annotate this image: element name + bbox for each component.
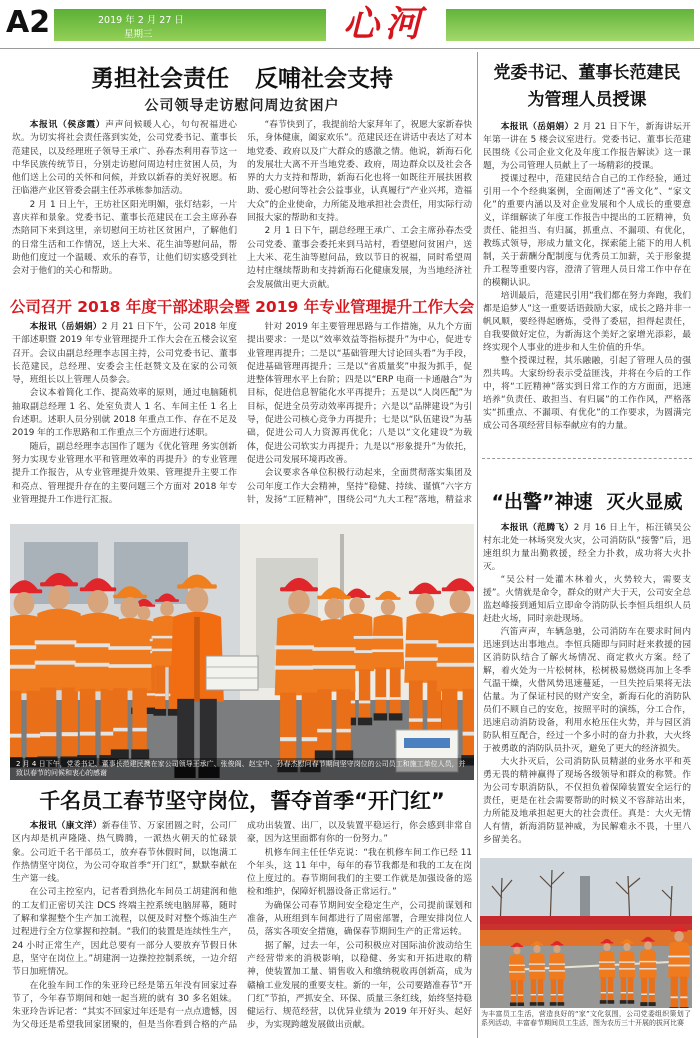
article-social-body (12, 119, 472, 294)
article-lecture-title (482, 60, 692, 114)
article-paragraph: 2 月 1 日上午，王坊社区阳光明媚，张灯结彩，一片喜庆祥和景象。党委书记、董事长范建民在工会主席孙春杰陪同下来到这里，亲切慰问王坊社区贫困户，了解他们的日常生活和工作情况，送上大米、花生油等慰问品，帮助他们度过一个温暖、欢乐的春节，让他们切实感受到社会对于他们的关心和帮助。 (12, 199, 237, 277)
article-paragraph (483, 121, 691, 173)
article-fire-title-part2: 灭火显威 (606, 491, 683, 513)
paragraph-text: 新春佳节、万家团圆之时，公司厂区内却是机声隆隆、热气腾腾，一派热火朝天的忙碌景象。公司近千名干部员工，放弃春节休假时间，以饱满工作热情坚守岗位，为公司夺取首季“开门红”，默默奉献在生产第一线。 (12, 821, 237, 885)
article-fire-title (482, 488, 692, 516)
photo-tug-of-war-image (480, 858, 692, 1008)
byline: 本报讯（康文洋） (29, 821, 102, 831)
article-paragraph (12, 119, 237, 199)
article-paragraph: 为确保公司春节期间安全稳定生产，公司提前谋划和准备，从班组到车间都进行了周密部署，合理安排岗位人员，落实各项安全措施，确保春节期间生产的正常运转。 (247, 900, 472, 938)
article-paragraph: 汽笛声声，车辆急驰，公司消防车在要求时间内迅速到达出事地点。李恒兵随即与同时赶来救援的园区消防队结合了解火场情况、商定救火方案。经了解，着火处为一片松树林，松树极易燃烧再加上冬季气温干燥，火借风势迅速蔓延，一旦失控后果将无法估量。为了保证村民的财产安全，新海石化的消防队员们不顾自己的安危，按照平时的演练，分工合作，迅速启动消防设备，利用水枪压住火势，并与园区消防队相互配合，经过一个多小时的奋力扑救，大火终于被勇敢的消防队员扑灭，避免了更大的经济损失。 (483, 627, 691, 754)
page-number: A2 (6, 5, 51, 40)
article-social-title-part2: 反哺社会支持 (255, 66, 393, 92)
article-fire-title-part1: “出警”神速 (491, 491, 593, 513)
article-paragraph: 会议本着简化工作、提高效率的原则，通过电脑随机抽取副总经理 1 名、处室负责人 1 名、车间主任 1 名上台述职。述职人员分别就 2018 年重点工作、存在不足及 2019 年的工作思路和工作重点三个方面进行述职。 (12, 388, 237, 439)
paragraph-text: 2 月 21 日下午，新海讲坛开年第一讲在 5 楼会议室进行。党委书记、董事长范建民围绕《公司企业文化及年度工作报告解读》这一课题，为公司管理人员献上了一场精彩的授课。 (483, 122, 691, 171)
article-paragraph: 据了解，过去一年，公司积极应对国际油价波动给生产经营带来的消极影响，以稳健、务实和开拓进取的精神，使装置加工量、销售收入和缴纳税收再创新高，成为赣榆工业发展的重要支柱。新的一年，公司要踏准春节“开门红”节拍，严抓安全、环保、质量三条红线，始终坚持稳健运行、规范经营，以优异业绩为 2019 年开好头、起好步，为实现跨越发展做出贡献。 (247, 940, 472, 1031)
article-paragraph: “吴公村一处灌木林着火，火势较大，需要支援”。火情就是命令，群众的财产大于天，公司安全总监赵峰接到通知后立即命令消防队长李恒兵组织人员赶赴火场，同时亲赴现场。 (483, 575, 691, 624)
article-paragraph: 培训最后，范建民引用“我们都在努力奔跑，我们都是追梦人”这一重要话语鼓励大家，成长之路并非一帆风顺，要经得起磨炼，受得了委屈，担得起责任，自我要做好定位，为新海这个美好之家增光添彩，最终实现个人事业的进步和人生价值的升华。 (483, 291, 691, 353)
column-divider (477, 52, 478, 1038)
photo-visit-workers-image (10, 524, 474, 780)
paragraph-text: 声声问候暖人心，句句祝福进心坎。为切实将社会责任落到实处，公司党委书记、董事长范建民，以及经理班子领导王承广、孙春杰利用春节这一中华民族传统节日，分别走访慰问周边村庄贫困人员，为他们送上公司的关怀和问候，并致以新春的美好祝愿。柘汪临港产业区管委会副主任苏承栋参加活动。 (12, 120, 237, 197)
article-paragraph: 大火扑灭后，公司消防队员精湛的业务水平和英勇无畏的精神赢得了现场各级领导和群众的称赞。作为公司专职消防队，不仅担负着保障装置安全运行的责任，更是在社会需要帮助的时候义不容辞站出来，力所能及地承担起更大的社会责任。真是：大火无情人有情，新海消防显神威，为民解难永不畏，十里八乡留美名。 (483, 757, 691, 845)
article-lecture-body (483, 121, 691, 448)
article-paragraph: “春节快到了，我提前给大家拜年了，祝愿大家新春快乐，身体健康，阖家欢乐”。范建民还在讲话中表达了对本地党委、政府以及广大群众的感激之情。他说，新海石化的发展壮大离不开当地党委、政府，周边群众以及社会各界的大力支持和帮助，新海石化也将一如既往开展扶困救助、爱心慰问等社会公益事业，认真履行“产业兴邦，造福大众”的企业使命，力所能及地承担社会责任，用实际行动回报大家的帮助和支持。 (247, 120, 472, 224)
article-paragraph: 会议要求各单位积极行动起来，全面贯彻落实集团及公司年度工作大会精神，坚持“稳健、持续、谨慎”六字方针，发扬“工匠精神”，围绕公司“九大工程”落地，精益求 (247, 468, 472, 505)
issue-date: 2019 年 2 月 27 日 (98, 15, 184, 26)
article-paragraph: 在化验车间工作的朱亚玲已经是第五年没有回家过春节了，今年春节期间和她一起当班的就有 30 多名姐妹。朱亚玲告诉记者：“其实不回家过年还是有一点点遗憾，因为父母还是希望我回家团聚的，但是当你看到合格的产品成功出装置、出厂，以及装置平稳运行，你会感到非常自豪，因为这里面都有你的一份努力。” (12, 821, 472, 1031)
article-paragraph (12, 820, 237, 886)
photo-tug-of-war-caption: 为丰富员工生活，营造良好的“家”文化氛围，公司党委组织策划了系列活动，丰富春节期间员工生活，图为农历三十开展的拔河比赛 (481, 1010, 691, 1027)
header-band-right (446, 9, 694, 41)
article-paragraph (483, 522, 691, 574)
masthead-logo: 心河 (342, 3, 427, 45)
article-paragraph: 针对 2019 年主要管理思路与工作措施，从九个方面提出要求：一是以“效率效益等指标提升”为中心，促进专业管理再提升；二是以“基础管理大讨论回头看”为手段，促进基础管理再提升；三是以“省质量奖”申报为抓手，促进整体管理水平上台阶；四是以“ERP 电商一卡通融合”为目标，促进信息智能化水平再提升；五是以“人岗匹配”为目标，促进全员劳动效率再提升；六是以“品牌建设”为引导，促进公司核心竞争力再提升；七是以“队伍建设”为基础，促进公司人力资源再优化；八是以“文化建设”为载体，促进公司软实力再提升；九是以“形象提升”为依托，促进公司发展环境再改善。 (247, 322, 472, 465)
photo-visit-caption: 2 月 4 日下午，党委书记、董事长范建民携在家公司领导王承广、张俊阁、赵宝中、孙春杰慰问春节期间坚守岗位的公司员工和施工单位人员，并致以春节的问候和衷心的感谢 (10, 758, 474, 780)
header-band-left (54, 9, 326, 41)
paragraph-text: 2 月 16 日上午，柘汪镇吴公村东北处一林场突发火灾，公司消防队“接警”后，迅速组织力量出勤救援，经全力扑救，成功将大火扑灭。 (483, 523, 691, 572)
article-lecture-title-line1: 党委书记、董事长范建民 (493, 63, 681, 83)
article-social-subtitle: 公司领导走访慰问周边贫困户 (144, 98, 340, 114)
byline: 本报讯（范腾飞） (500, 523, 574, 533)
article-paragraph: 机修车间主任任华克说：“我在机修车间工作已经 11 个年头，这 11 年中，每年的春节我都是和我的工友在岗位上度过的。春节期间我们的主要工作就是加强设备的巡检和维护，保障好机器设备正常运行。” (247, 847, 472, 898)
article-social-title-part1: 勇担社会责任 (91, 66, 229, 92)
photo-tug-of-war (480, 858, 692, 1008)
issue-weekday: 星期三 (124, 29, 153, 40)
article-paragraph: 授课过程中，范建民结合自己的工作经验，通过引用一个个经典案例，全面阐述了“善文化”、“家文化”的重要内涵以及对企业发展和个人成长的重要意义，详细解读了年度工作报告中提出的工匠精神，负责任、能担当、有归属，抓重点、不漏项、有优化，教练式领导，形成力量文化，探索能上能下的用人机制，关于薪酬分配制度与优秀员工加薪，关于形象提升工程等重要内容，澄清了管理人员日常工作中存在的模糊认识。 (483, 174, 691, 288)
byline: 本报讯（岳娟娟） (500, 122, 574, 132)
photo-visit-workers (10, 524, 474, 780)
article-paragraph (12, 321, 237, 387)
section-divider (482, 458, 692, 459)
article-paragraph: 整个授课过程，其乐融融，引起了管理人员的强烈共鸣。大家纷纷表示受益匪浅，并将在今后的工作中，将“工匠精神”落实到日常工作的方方面面，迅速培养“负责任、敢担当、有归属”的工作作风，严格落实“抓重点、不漏项、有优化”的工作要求，为圆满完成公司各项经营目标奉献应有的力量。 (483, 356, 691, 431)
article-meeting-title: 公司召开 2018 年度干部述职会暨 2019 年专业管理提升工作大会 (9, 298, 475, 316)
byline: 本报讯（岳娟娟） (29, 322, 102, 332)
article-spring-body (12, 820, 472, 1034)
article-paragraph: 随后，副总经理李志国作了题为《优化管理 务实创新 努力实现专业管理水平和管理效率的再提升》的专业管理提升工作报告，从专业管理提升效果、管理提升主要工作和亮点、管理提升存在的主要问题三个方面对 2018 年专业管理提升工作进行汇报。 (12, 441, 237, 505)
crowd (480, 924, 692, 946)
article-spring-title: 千名员工春节坚守岗位，誓夺首季“开门红” (39, 789, 445, 813)
article-fire-body (483, 522, 691, 855)
article-meeting-body (12, 321, 472, 520)
article-social-title (8, 64, 476, 94)
byline: 本报讯（侯彦霞） (29, 120, 106, 130)
article-paragraph: 在公司主控室内，记者看到热化车间员工胡建润和他的工友们正密切关注 DCS 终端主控系统电脑屏幕，随时了解和掌握整个生产加工流程，以便及时对整个炼油生产过程进行全方位掌握和控制。“我们的装置是连续性生产，24 小时正常生产，因此总要有一部分人要放弃节假日休息，坚守在岗位上。”胡建润一边操控控制系统，一边介绍节日加班情况。 (12, 887, 237, 978)
article-paragraph: 2 月 1 日下午，副总经理王承广、工会主席孙春杰受公司党委、董事会委托来到马站村，看望慰问贫困户，送上大米、花生油等慰问品，致以节日的祝福，同时希望周边村庄继续帮助和支持新海石化健康发展，为当地经济社会发展做出更大贡献。 (247, 226, 472, 290)
header-divider (0, 48, 700, 49)
paragraph-text: 2 月 21 日下午，公司 2018 年度干部述职暨 2019 年专业管理提升工作大会在五楼会议室召开。会议由副总经理李志国主持，公司党委书记、董事长范建民，总经理、安委会主任赵赞文及在家的公司领导，班组长以上管理人员参会。 (12, 322, 237, 386)
article-lecture-title-line2: 为管理人员授课 (527, 90, 647, 110)
